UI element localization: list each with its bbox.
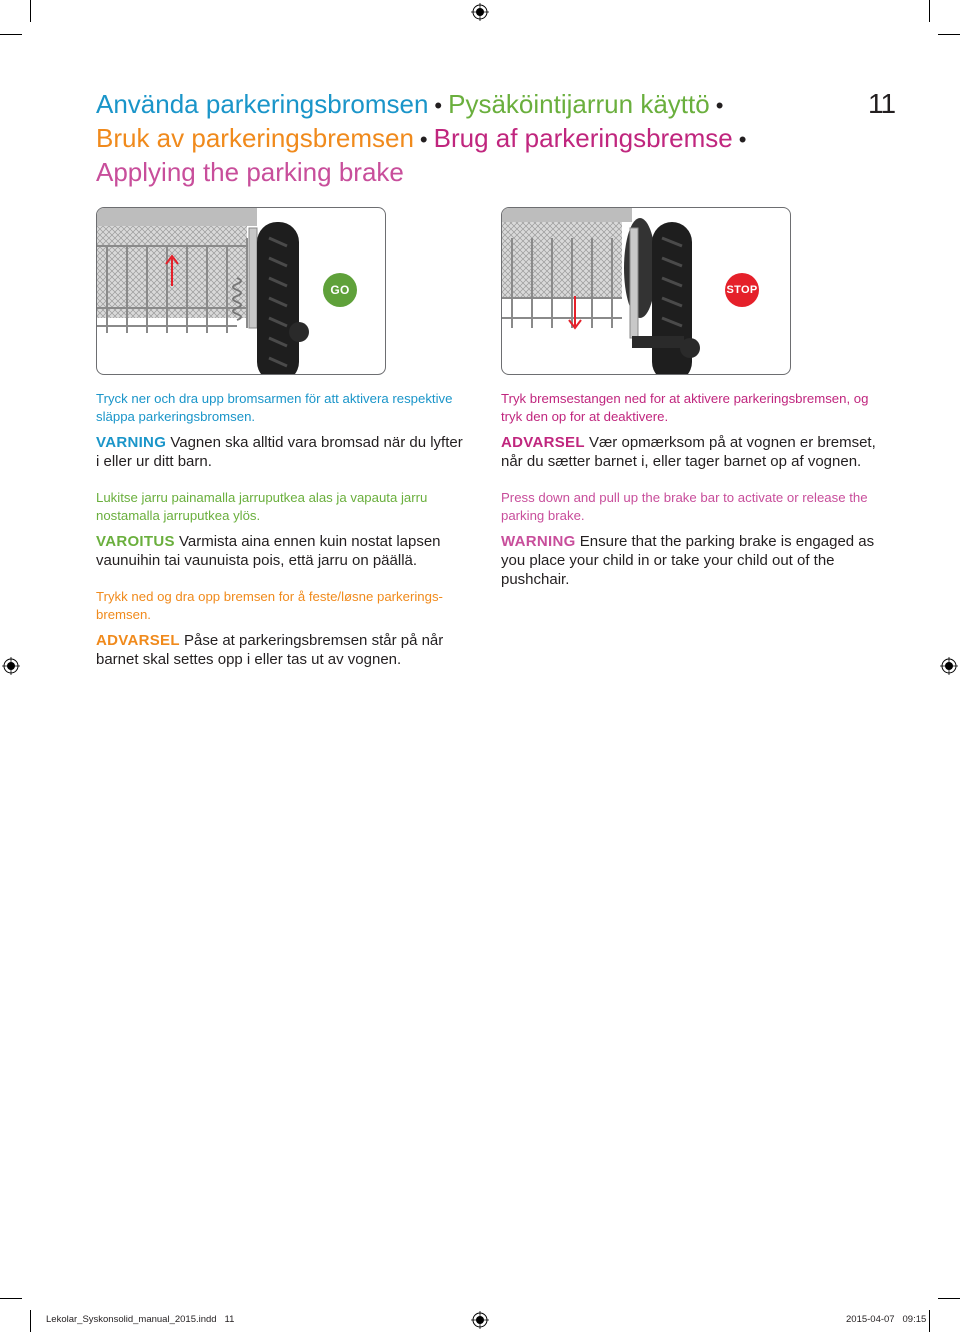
danish-warning-text: Vær opmærksom på at vognen er bremset, når du sætter barnet i, eller tager barnet op af vognen. — [501, 434, 876, 470]
title-bullet: • — [419, 127, 428, 152]
english-instruction: Press down and pull up the brake bar to activate or release the parking brake. — [501, 490, 868, 523]
title-line-3 — [96, 156, 876, 189]
title-bullet: • — [434, 93, 443, 118]
norwegian-warning-text: Påse at parkeringsbremsen står på når barnet skal settes opp i eller tas ut av vognen. — [96, 632, 444, 668]
title-swedish: Använda parkeringsbromsen — [96, 89, 429, 119]
left-text-column — [96, 390, 468, 687]
crop-mark — [0, 1298, 22, 1299]
swedish-warning-keyword: VARNING — [96, 434, 167, 451]
crop-mark — [929, 0, 930, 22]
registration-mark-icon — [940, 657, 958, 675]
danish-warning-keyword: ADVARSEL — [501, 434, 585, 451]
title-english: Applying the parking brake — [96, 157, 404, 187]
registration-mark-icon — [471, 3, 489, 21]
title-finnish: Pysäköintijarrun käyttö — [448, 89, 710, 119]
finnish-warning — [96, 532, 468, 570]
crop-mark — [30, 0, 31, 22]
norwegian-warning-keyword: ADVARSEL — [96, 632, 180, 649]
title-line-1 — [96, 88, 876, 122]
crop-mark — [929, 1310, 930, 1332]
title-norwegian: Bruk av parkeringsbremsen — [96, 123, 414, 153]
danish-instruction: Tryk bremsestangen ned for at aktivere parkeringsbremsen, og tryk den op for at deaktivere. — [501, 391, 869, 424]
english-warning-keyword: WARNING — [501, 533, 576, 550]
finnish-instruction: Lukitse jarru painamalla jarruputkea alas ja vapauta jarru nostamalla jarruputkea ylös. — [96, 490, 428, 523]
right-text-column — [501, 390, 877, 607]
page-title — [96, 88, 876, 189]
norwegian-warning — [96, 631, 468, 669]
swedish-warning-text: Vagnen ska alltid vara bromsad när du lyfter i eller ur ditt barn. — [96, 434, 463, 470]
title-line-2 — [96, 122, 876, 156]
crop-mark — [938, 34, 960, 35]
english-warning — [501, 532, 877, 589]
crop-mark — [0, 34, 22, 35]
registration-mark-icon — [471, 1311, 489, 1329]
finnish-warning-text: Varmista aina ennen kuin nostat lapsen vaunuihin tai vaunuista pois, että jarru on päällä. — [96, 533, 441, 569]
registration-mark-icon — [2, 657, 20, 675]
footer-file-name: Lekolar_Syskonsolid_manual_2015.indd 11 — [46, 1314, 235, 1325]
swedish-instruction: Tryck ner och dra upp bromsarmen för att aktivera respektive släppa parkeringsbromsen. — [96, 391, 453, 424]
finnish-warning-keyword: VAROITUS — [96, 533, 175, 550]
english-warning-text: Ensure that the parking brake is engaged as you place your child in or take your child out of the pushchair. — [501, 533, 875, 588]
title-bullet: • — [715, 93, 724, 118]
illustration-brake-engaged — [501, 207, 791, 375]
page-number: 11 — [868, 88, 896, 119]
footer-timestamp: 2015-04-07 09:15 — [846, 1314, 927, 1325]
norwegian-instruction: Trykk ned og dra opp bremsen for å feste/løsne parkerings-bremsen. — [96, 589, 443, 622]
crop-mark — [938, 1298, 960, 1299]
title-bullet: • — [738, 127, 747, 152]
danish-warning — [501, 433, 877, 471]
stop-badge: STOP — [725, 273, 759, 307]
illustration-brake-released — [96, 207, 386, 375]
title-danish: Brug af parkeringsbremse — [433, 123, 733, 153]
crop-mark — [30, 1310, 31, 1332]
go-badge: GO — [323, 273, 357, 307]
swedish-warning — [96, 433, 468, 471]
